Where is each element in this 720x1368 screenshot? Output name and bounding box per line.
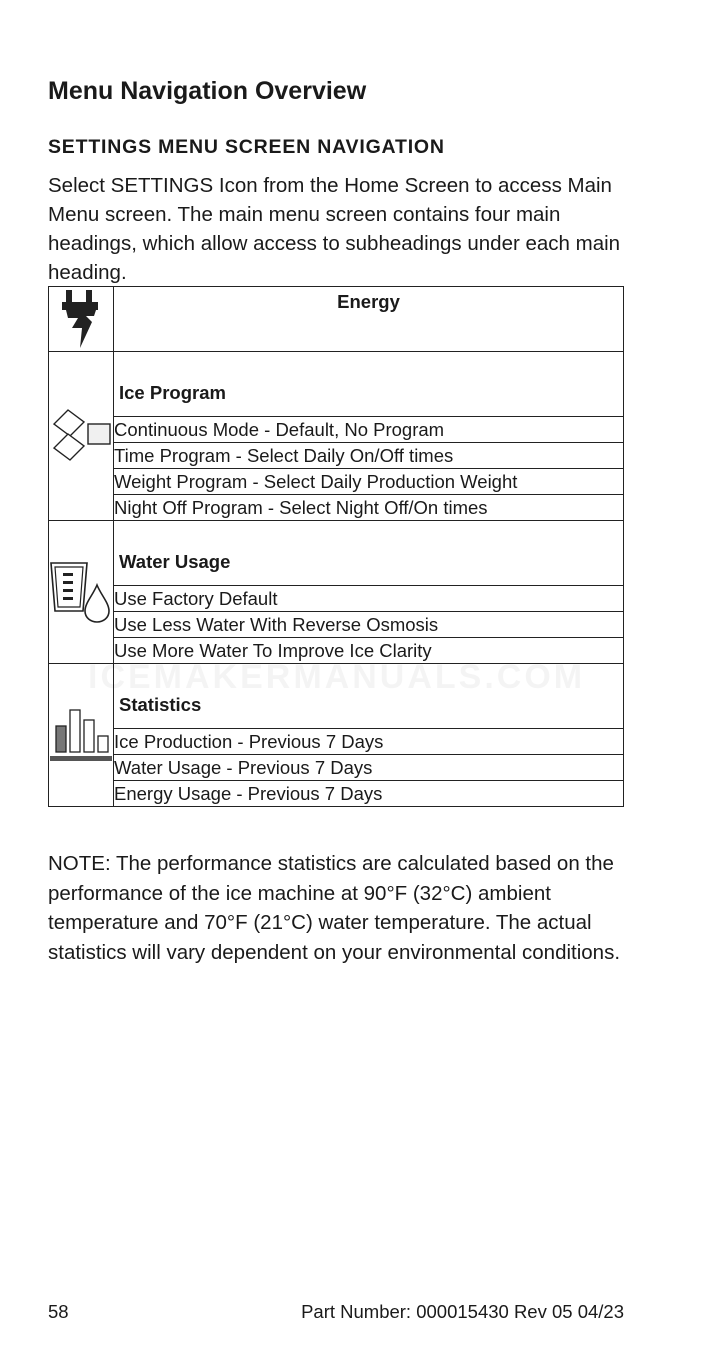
water-usage-item-row [49, 586, 624, 612]
energy-heading: Energy [337, 291, 400, 312]
page-title: Menu Navigation Overview [48, 77, 367, 105]
ice-program-item-row [49, 469, 624, 495]
ice-program-item: Night Off Program - Select Night Off/On times [114, 495, 624, 521]
ice-program-item: Continuous Mode - Default, No Program [114, 417, 624, 443]
statistics-item: Ice Production - Previous 7 Days [114, 729, 624, 755]
note-paragraph: NOTE: The performance statistics are calculated based on the performance of the ice machine at 90°F (32°C) ambient temperature and 70°F (21°C) water temperature. The actual statistics will vary dependent on your environmental conditions. [48, 852, 621, 964]
statistics-heading: Statistics [119, 694, 202, 715]
section-heading: SETTINGS MENU SCREEN NAVIGATION [48, 136, 445, 158]
water-usage-heading-cell [114, 521, 624, 586]
ice-program-item-row [49, 417, 624, 443]
part-number: Part Number: 000015430 Rev 05 04/23 [301, 1301, 624, 1322]
ice-cubes-icon [50, 408, 112, 464]
ice-program-heading-row [49, 352, 624, 417]
water-usage-icon-cell [49, 521, 114, 664]
water-usage-item: Use Factory Default [114, 586, 624, 612]
statistics-heading-row [49, 664, 624, 729]
water-usage-item: Use More Water To Improve Ice Clarity [114, 638, 624, 664]
statistics-item: Water Usage - Previous 7 Days [114, 755, 624, 781]
ice-program-item: Weight Program - Select Daily Production Weight [114, 469, 624, 495]
ice-program-heading: Ice Program [119, 382, 226, 403]
ice-program-icon-cell [49, 352, 114, 521]
bar-chart-icon [50, 706, 112, 764]
water-usage-item: Use Less Water With Reverse Osmosis [114, 612, 624, 638]
statistics-item-row [49, 781, 624, 807]
plug-lightning-icon [56, 288, 106, 350]
page-number: 58 [48, 1301, 69, 1322]
settings-menu-table [48, 286, 624, 807]
statistics-item-row [49, 729, 624, 755]
intro-paragraph: Select SETTINGS Icon from the Home Screen to access Main Menu screen. The main menu screen contains four main headings, which allow access to subheadings under each main heading. [48, 174, 621, 284]
water-glass-drop-icon [49, 561, 113, 623]
water-usage-item-row [49, 612, 624, 638]
ice-program-heading-cell [114, 352, 624, 417]
energy-heading-cell [114, 287, 624, 352]
ice-program-item-row [49, 443, 624, 469]
ice-program-item-row [49, 495, 624, 521]
statistics-heading-cell [114, 664, 624, 729]
energy-icon-cell [49, 287, 114, 352]
water-usage-item-row [49, 638, 624, 664]
statistics-item-row [49, 755, 624, 781]
energy-heading-row [49, 287, 624, 352]
statistics-icon-cell [49, 664, 114, 807]
water-usage-heading-row [49, 521, 624, 586]
ice-program-item: Time Program - Select Daily On/Off times [114, 443, 624, 469]
statistics-item: Energy Usage - Previous 7 Days [114, 781, 624, 807]
water-usage-heading: Water Usage [119, 551, 231, 572]
